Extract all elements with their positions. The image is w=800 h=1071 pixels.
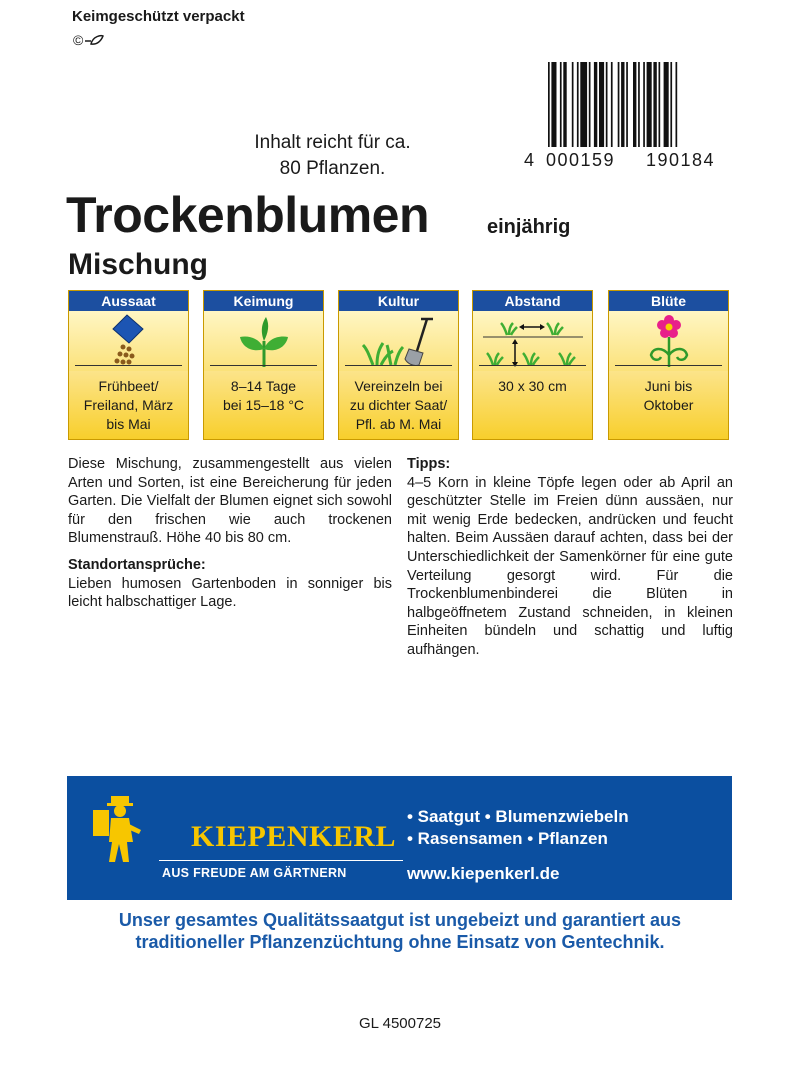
info-box-bluete xyxy=(608,290,729,440)
packaging-note: Keimgeschützt verpackt xyxy=(72,8,245,25)
product-subtitle: Mischung xyxy=(68,248,208,281)
info-line: Oktober xyxy=(643,397,694,413)
quality-line-2: traditioneller Pflanzenzüchtung ohne Einsatz von Gentechnik. xyxy=(135,932,665,952)
brand-banner xyxy=(67,776,732,900)
quality-line-1: Unser gesamtes Qualitätssaatgut ist ungebeizt und garantiert aus xyxy=(118,910,682,930)
info-box-keimung xyxy=(203,290,324,440)
info-box-aussaat xyxy=(68,290,189,440)
product-range-line-2: • Rasensamen • Pflanzen xyxy=(407,829,608,848)
site-heading: Standortansprüche: xyxy=(68,556,206,573)
info-box-abstand xyxy=(472,290,593,440)
product-range xyxy=(407,806,629,850)
site-text: Lieben humosen Gartenboden in sonniger bis leicht halbschattiger Lage. xyxy=(68,575,392,611)
flower-icon xyxy=(609,311,728,371)
info-box-label: Keimung xyxy=(204,291,323,311)
quality-statement xyxy=(60,909,740,953)
brand-tagline: AUS FREUDE AM GÄRTNERN xyxy=(162,866,347,880)
info-line: Juni bis xyxy=(644,378,693,394)
ean-group-2: 190184 xyxy=(646,150,716,170)
info-line: bei 15–18 °C xyxy=(222,397,305,413)
content-note-line-2: 80 Pflanzen. xyxy=(279,158,386,179)
description-text: Diese Mischung, zusammengestellt aus vielen Arten und Sorten, ist eine Bereicherung für jeden Garten. Die Vielfalt der Blumen eignet sich sowohl für den frischen wie auch trockenen Blumenstrauß. Höhe 40 bis 80 cm. xyxy=(68,456,392,547)
seed-bag-icon xyxy=(69,311,188,371)
article-code: GL 4500725 xyxy=(358,1015,442,1032)
soil-line xyxy=(210,365,317,366)
description-column xyxy=(68,455,392,612)
info-box-label: Blüte xyxy=(609,291,728,311)
product-range-line-1: • Saatgut • Blumenzwiebeln xyxy=(407,807,629,826)
product-annual: einjährig xyxy=(487,216,571,238)
tips-heading: Tipps: xyxy=(407,456,451,472)
soil-line xyxy=(75,365,182,366)
info-line: Vereinzeln bei xyxy=(354,378,443,394)
seedling-icon xyxy=(204,311,323,371)
ean-group-1: 000159 xyxy=(546,150,616,170)
info-box-label: Aussaat xyxy=(69,291,188,311)
info-line: Frühbeet/ xyxy=(98,378,159,394)
brand-divider xyxy=(159,860,403,861)
website-link[interactable]: www.kiepenkerl.de xyxy=(407,864,560,883)
spade-icon xyxy=(339,311,458,371)
info-box-label: Abstand xyxy=(473,291,592,311)
info-line: 30 x 30 cm xyxy=(498,378,567,394)
soil-line xyxy=(615,365,722,366)
certification-mark xyxy=(73,32,105,48)
ean-first-digit: 4 xyxy=(524,150,536,170)
info-line: 8–14 Tage xyxy=(230,378,297,394)
content-note-line-1: Inhalt reicht für ca. xyxy=(254,132,411,153)
soil-line xyxy=(479,365,586,366)
info-box-kultur xyxy=(338,290,459,440)
leaf-icon xyxy=(85,34,105,46)
brand-name: KIEPENKERL xyxy=(191,820,397,853)
spacing-icon xyxy=(473,311,592,371)
tips-text: 4–5 Korn in kleine Töpfe legen oder ab April an geschützter Stelle im Freien dünn aussäen, nur mit wenig Erde bedecken, andrücken und feucht halten. Beim Aussäen darauf achten, dass bei der Unterschiedlichkeit der Samenkörner für eine gute Verteilung gesorgt wird. Für die Trockenblumenbinderei die Blüten in halbgeöffnetem Zustand schneiden, in kleinen Einheiten bündeln und schattig und luftig aufhängen. xyxy=(407,474,733,658)
content-note xyxy=(220,130,445,182)
info-line: Freiland, März xyxy=(83,397,174,413)
info-line: zu dichter Saat/ xyxy=(349,397,448,413)
info-line: bis Mai xyxy=(106,416,151,432)
kiepenkerl-figure-icon xyxy=(91,796,149,866)
soil-line xyxy=(345,365,452,366)
tips-column xyxy=(407,455,733,660)
product-title: Trockenblumen xyxy=(66,187,430,243)
info-line: Pfl. ab M. Mai xyxy=(355,416,442,432)
info-box-label: Kultur xyxy=(339,291,458,311)
ean-number xyxy=(524,147,734,171)
copyright-symbol: © xyxy=(73,32,84,48)
